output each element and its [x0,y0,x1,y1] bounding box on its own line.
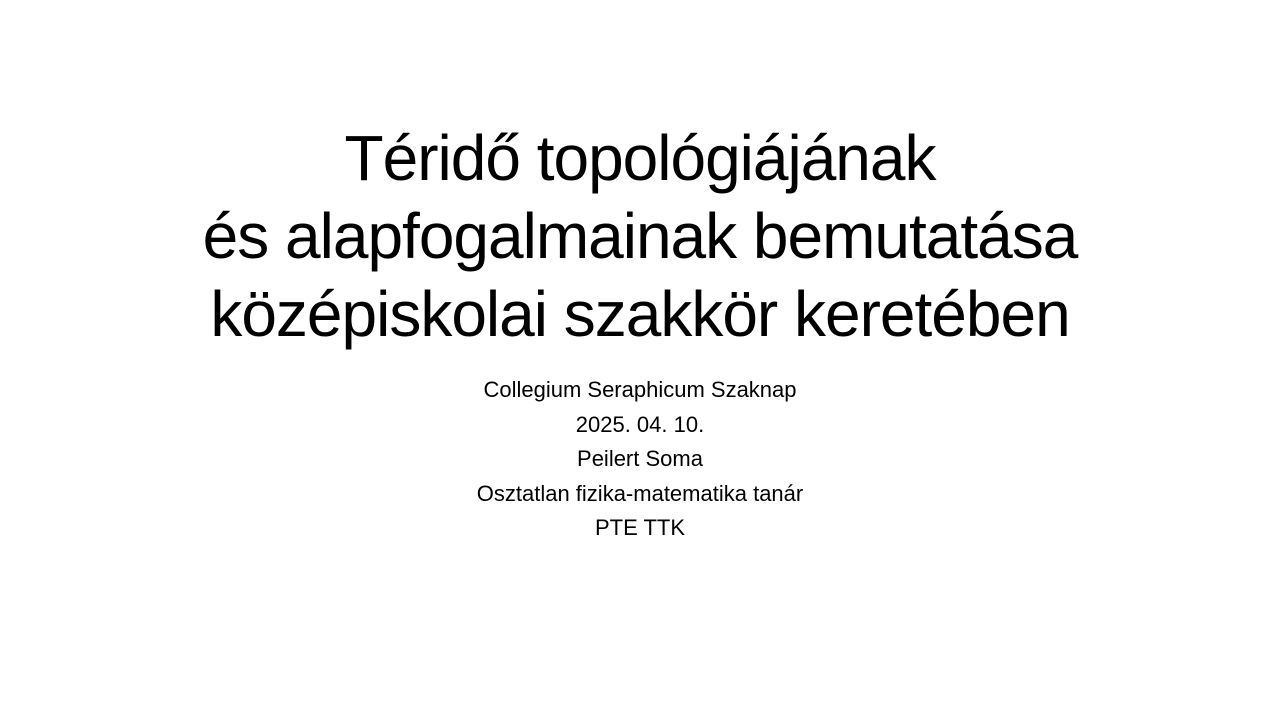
author-name: Peilert Soma [577,446,703,472]
slide-title [0,119,1280,353]
event-date: 2025. 04. 10. [575,411,705,437]
author-program: Osztatlan fizika-matematika tanár [476,480,804,506]
slide-subtitle [0,373,1280,546]
author-institution: PTE TTK [594,515,686,541]
event-name: Collegium Seraphicum Szaknap [483,377,797,402]
title-line-2: és alapfogalmainak bemutatása [202,200,1078,272]
title-line-3: középiskolai szakkör keretében [210,278,1070,350]
title-line-1: Téridő topológiájának [344,122,936,194]
